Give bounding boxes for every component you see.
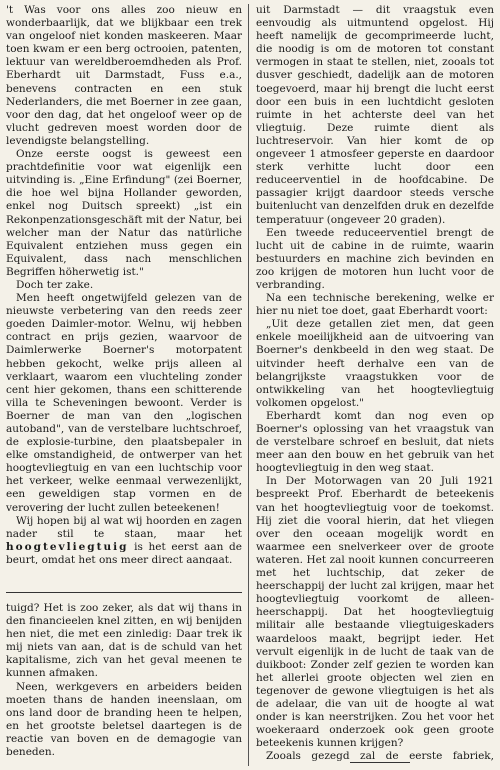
article-column-left-bottom [6,602,242,767]
paragraph-text: Wij hopen bij al wat wij hoorden en zagen nader stil te staan, maar het [6,514,242,540]
paragraph [6,515,242,564]
paragraph: Zooals gezegd zal de eerste fabriek, [266,750,494,763]
paragraph: In Der Motorwagen van 20 Juli 1921 bespreekt Prof. Eberhardt de beteekenis van het hoogtevliegtuig voor de toekomst. Hij ziet die vooral hierin, dat het vliegen over den oceaan mogelijk wordt en waarmee een snelverkeer over de groote wateren. Het zal nooit kunnen concurreeren met het luchtschip, dat zeker de heerschappij der lucht zal krijgen, maar het hoogtevliegtuig voorkomt de alleen-heerschappij. Dat het hoogtevliegtuig militair alle bestaande vliegtuigeskaders waardeloos maakt, begrijpt ieder. Het vervult eigenlijk in de lucht de taak van de duikboot: Zonder zelf gezien te worden kan het allerlei groote objecten wel zien en tegenover de gewone vliegtuigen is het als de adelaar, die van uit de hoogte al wat onder is kan neerstrijken. Zou het voor het woekeraard onderzoek ook geen groote beteekenis kunnen krijgen? [256,475,494,750]
end-rule [350,762,410,763]
emphasis-word: hoogtevliegtuig [6,540,129,553]
column-divider-horizontal [6,592,242,593]
paragraph-text: is het eerst aan de beurt, omdat het ons meer direct aangaat. [6,540,242,564]
paragraph: „Uit deze getallen ziet men, dat geen enkele moeilijkheid aan de uitvoering van Boerner's denkbeeld in den weg staat. De uitvinder heeft derhalve een van de belangrijkste vraagstukken voor de ontwikkeling van het hoogtevliegtuig volkomen opgelost." [256,318,494,409]
paragraph: Onze eerste oogst is geweest een prachtdefinitie voor wat eigenlijk een uitvinding is. „Eine Erfindung" (zei Boerner, die hoe wel bijna Hollander geworden, enkel nog Duitsch spreekt) „ist ein Rekonpenzationsgeschäft mit der Natur, bei welcher man der Natur das natürliche Equivalent entziehen muss gegen ein Equivalent, dass nach menschlichen Begriffen höherwetig ist." [6,148,242,278]
paragraph: uit Darmstadt — dit vraagstuk even eenvoudig als uitmuntend opgelost. Hij heeft namelijk de gecomprimeerde lucht, die noodig is om de motoren tot constant vermogen in staat te stellen, niet, zooals tot dusver geschiedt, dadelijk aan de motoren toegevoerd, maar hij brengt die lucht eerst door een buis in een luchtdicht gesloten ruimte in het achterste deel van het vliegtuig. Deze ruimte dient als luchtreservoir. Van hier komt de op ongeveer 1 atmosfeer geperste en daardoor sterk verhitte lucht door een reduceerventiel in de hoofdcabine. De passagier krijgt daardoor steeds versche buitenlucht van denzelfden druk en dezelfde temperatuur (ongeveer 20 graden). [256,4,494,226]
paragraph: Men heeft ongetwijfeld gelezen van de nieuwste verbetering van den reeds zeer goeden Daimler-motor. Welnu, wij hebben contract en prijs gezien, waarvoor de Daimlerwerke Boerner's motorpatent hebben gekocht, welke prijs alleen al verklaart, waarom een vluchteling zonder cent hier gekomen, thans een schitterende villa te Scheveningen bewoont. Verder is Boerner de man van den „logischen autoband", van de verstelbare luchtschroef, de explosie-turbine, den plaatsbepaler in elke omstandigheid, de ontwerper van het hoogtevliegtuig en van een luchtschip voor het verkeer, welke eenmaal verwezenlijkt, een geweldigen stap vormen en de verovering der lucht zullen beteekenen! [6,292,242,514]
article-column-right [256,4,494,764]
paragraph: Na een technische berekening, welke er hier nu niet toe doet, gaat Eberhardt voort: [256,292,494,318]
paragraph: 't Was voor ons alles zoo nieuw en wonderbaarlijk, dat we blijkbaar een trek van ongeloof niet konden maskeeren. Maar toen kwam er een berg octrooien, patenten, lektuur van wereldberoemdheden als Prof. Eberhardt uit Darmstadt, Fuss e.a., benevens contracten en een stuk Nederlanders, die met Boerner in zee gaan, voor den dag, dat het ongeloof weer op de vlucht gedreven moest worden door de levendigste belangstelling. [6,4,242,147]
paragraph: Een tweede reduceerventiel brengt de lucht uit de cabine in de ruimte, waarin bestuurders en machine zich bevinden en zoo krijgen de motoren hun lucht voor de verbranding. [256,226,494,291]
paragraph: Neen, werkgevers en arbeiders beiden moeten thans de handen ineenslaan, om ons land door de branding heen te helpen, en het grootste beletsel daartegen is de reactie van boven en de demagogie van beneden. [6,680,242,759]
column-divider-vertical [248,4,249,766]
paragraph: tuigd? Het is zoo zeker, als dat wij thans in den financieelen knel zitten, en wij benijden hen niet, die met een zinledig: Daar trek ik mij niets van aan, dat is de schuld van het kapitalisme, zich van het geval meenen te kunnen afmaken. [6,602,242,680]
paragraph: Eberhardt komt dan nog even op Boerner's oplossing van het vraagstuk van de verstelbare schroef en besluit, dat niets meer aan den bouw en het gebruik van het hoogtevliegtuig in den weg staat. [256,409,494,475]
article-column-left [6,4,242,564]
paragraph: Doch ter zake. [16,278,94,291]
